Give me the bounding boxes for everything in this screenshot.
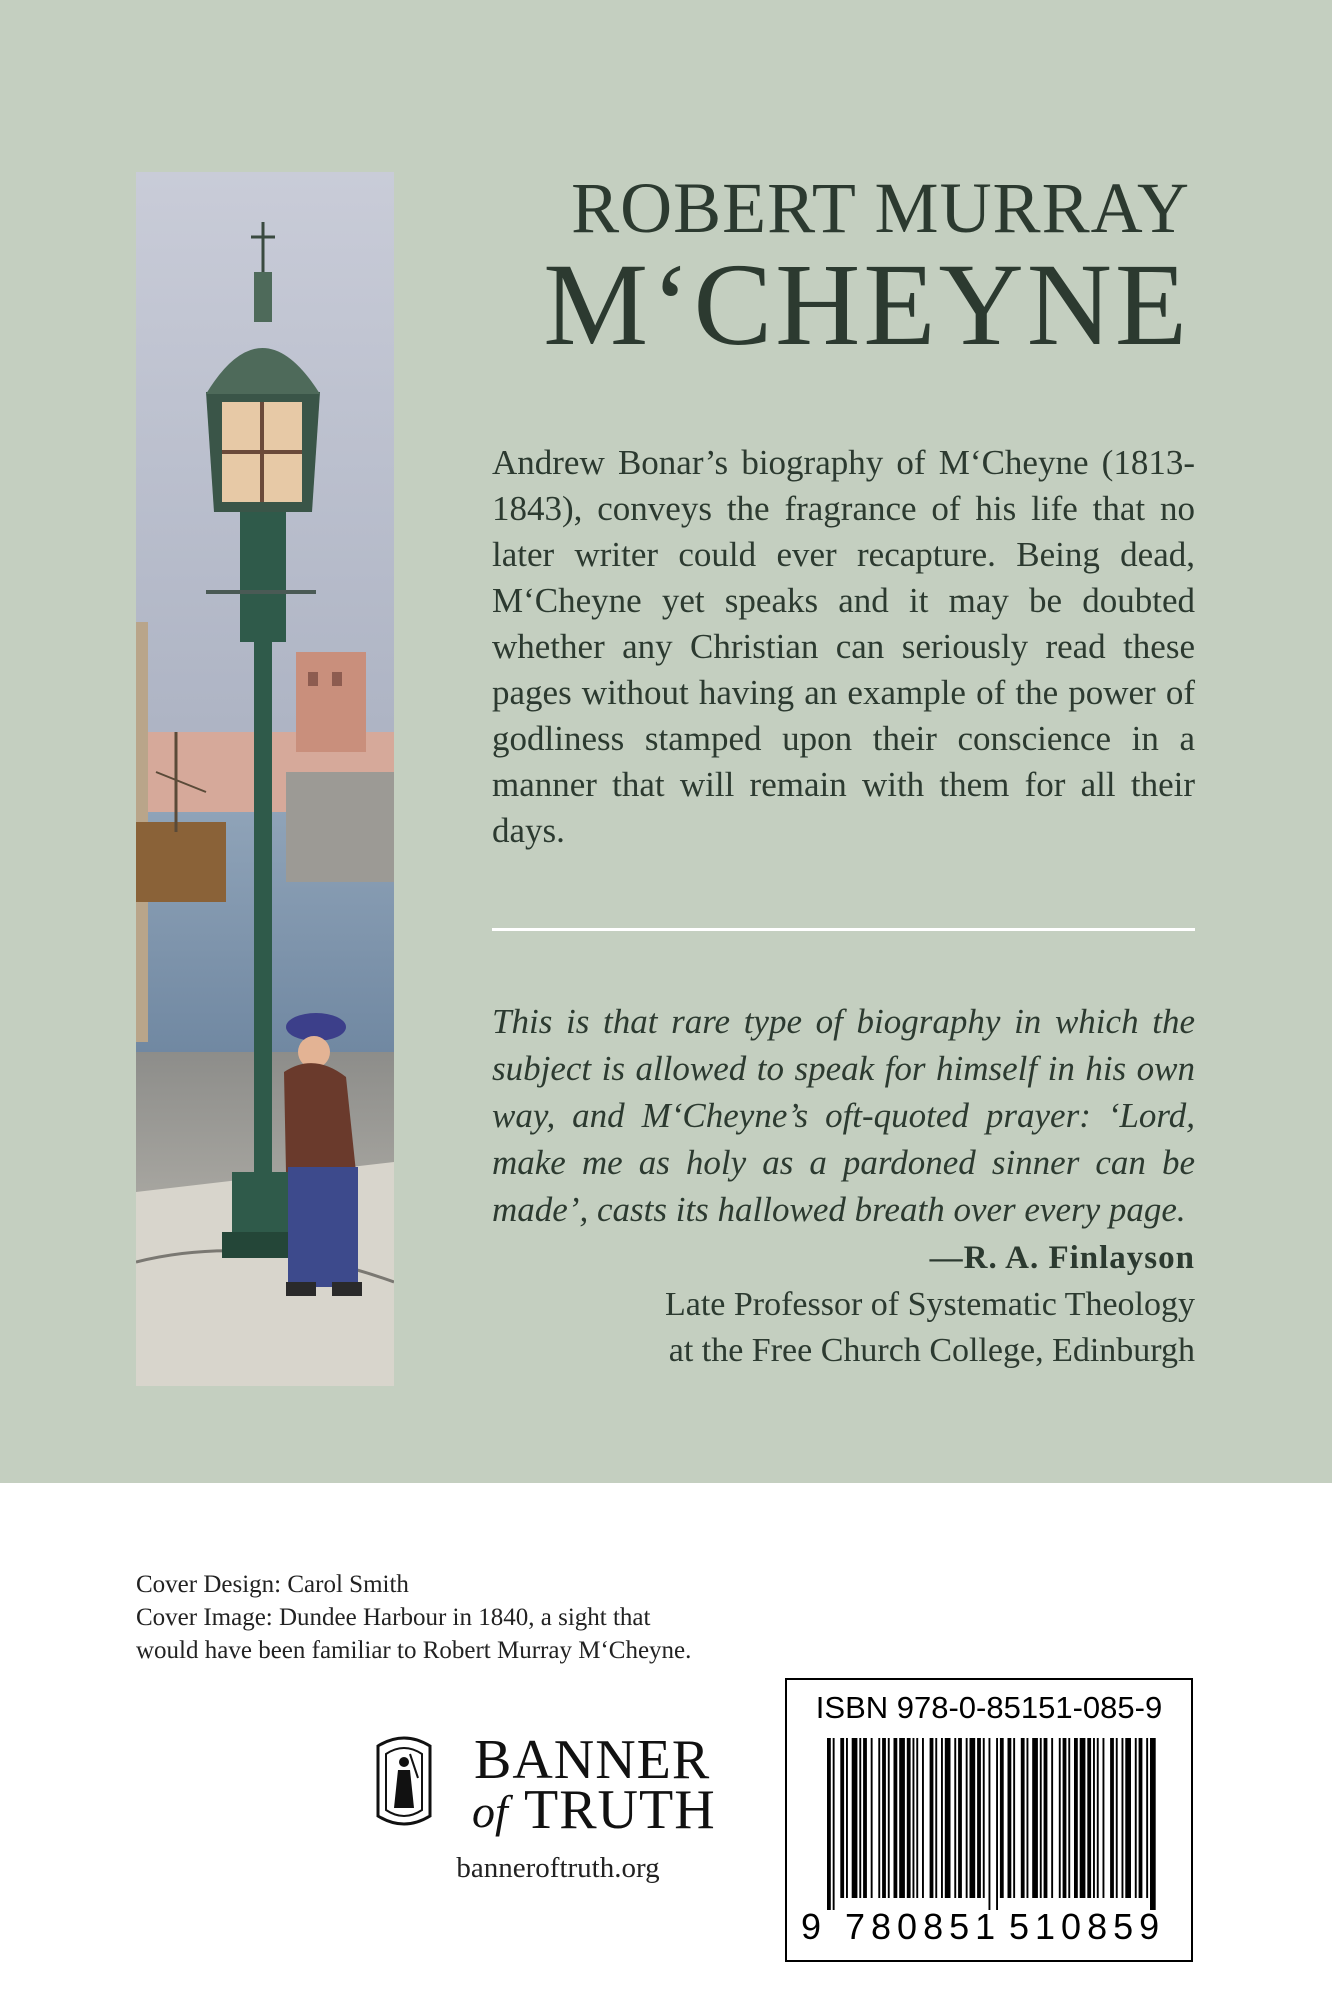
barcode-bar: [1063, 1738, 1067, 1898]
barcode-bar: [1059, 1738, 1061, 1898]
barcode-bar: [941, 1738, 943, 1898]
barcode-bar: [966, 1738, 968, 1898]
barcode-bar: [827, 1738, 831, 1910]
barcode-bar: [1013, 1738, 1015, 1898]
barcode-bar: [871, 1738, 873, 1898]
barcode-bar: [840, 1738, 844, 1898]
title-surname: M‘CHEYNE: [543, 239, 1190, 370]
endorsement-author: —R. A. Finlayson: [929, 1240, 1195, 1276]
barcode-bar: [1087, 1738, 1091, 1898]
barcode-bar: [1125, 1738, 1131, 1898]
barcode-bar: [916, 1738, 918, 1898]
barcode-bar: [1032, 1738, 1038, 1898]
barcode-bar: [954, 1738, 956, 1898]
barcode-bar: [1021, 1738, 1025, 1898]
barcode-bar: [1110, 1738, 1114, 1898]
barcode-bar: [1135, 1738, 1137, 1898]
barcode-bar: [996, 1738, 998, 1910]
publisher-website: banneroftruth.org: [456, 1852, 660, 1884]
barcode-bar: [882, 1738, 886, 1898]
isbn-barcode: [785, 1678, 1193, 1962]
credit-cover-image-line-2: would have been familiar to Robert Murray M‘Cheyne.: [136, 1637, 692, 1664]
barcode-bar: [888, 1738, 890, 1898]
barcode-bar: [1103, 1738, 1105, 1898]
barcode-digit-first: 9: [801, 1906, 822, 1947]
barcode-bar: [1068, 1738, 1070, 1898]
publisher-name-of: of: [472, 1786, 508, 1837]
publisher-logo: [368, 1729, 748, 1841]
barcode-bar: [935, 1738, 937, 1898]
barcode-bar: [922, 1738, 924, 1898]
barcode-digit-group-1: 780851: [845, 1906, 1002, 1947]
barcode-bar: [894, 1738, 898, 1898]
barcode-bar: [930, 1738, 934, 1898]
banner-of-truth-emblem-icon: [368, 1732, 440, 1830]
isbn-label: ISBN 978-0-85151-085-9: [815, 1690, 1163, 1725]
title-author-name: ROBERT MURRAY: [571, 168, 1190, 248]
barcode-bar: [907, 1738, 911, 1898]
credit-cover-design: Cover Design: Carol Smith: [136, 1571, 409, 1598]
barcode-bar: [970, 1738, 976, 1898]
barcode-bar: [945, 1738, 951, 1898]
barcode-bar: [1044, 1738, 1048, 1898]
barcode-bar: [977, 1738, 981, 1898]
barcode-bar: [1040, 1738, 1042, 1898]
barcode-bar: [846, 1738, 848, 1898]
barcode-bar: [859, 1738, 861, 1898]
barcode-bar: [852, 1738, 858, 1898]
endorsement-role-line-1: Late Professor of Systematic Theology: [664, 1286, 1195, 1323]
endorsement-quote: This is that rare type of biography in which the subject is allowed to speak for himself in his own way, and M‘Cheyne’s oft-quoted prayer: ‘Lord, make me as holy as a pardoned sinner can be made’, casts its hallowed breath over every page.: [492, 1002, 1195, 1229]
barcode-bar: [878, 1738, 880, 1898]
barcode-bar: [989, 1738, 991, 1910]
barcode-bar: [833, 1738, 835, 1910]
publisher-name-banner: BANNER: [474, 1729, 711, 1791]
barcode-bar: [899, 1738, 905, 1898]
barcode-bar: [1027, 1738, 1029, 1898]
book-description: Andrew Bonar’s biography of M‘Cheyne (1813-1843), conveys the fragrance of his life that no later writer could ever recapture. Being dead, M‘Cheyne yet speaks and it may be doubted whether any Christian can seriously read these pages without having an example of the power of godliness stamped upon their conscience in a manner that will remain with them for all their days.: [492, 443, 1195, 850]
endorsement-author-role: [492, 1282, 1195, 1374]
barcode-bar: [913, 1738, 915, 1898]
cover-illustration-dundee-harbour: [136, 172, 394, 1386]
barcode-bar: [1074, 1738, 1078, 1898]
barcode-digit-group-2: 510859: [1009, 1906, 1166, 1947]
section-divider: [492, 928, 1195, 931]
barcode-bar: [1080, 1738, 1086, 1898]
cover-credits: [136, 1568, 776, 1667]
barcode-bar: [1051, 1738, 1053, 1898]
barcode-bars: [827, 1738, 1157, 1910]
endorsement-role-line-2: at the Free Church College, Edinburgh: [668, 1332, 1195, 1369]
barcode-bar: [1097, 1738, 1099, 1898]
credit-cover-image-line-1: Cover Image: Dundee Harbour in 1840, a sight that: [136, 1604, 651, 1631]
barcode-bar: [863, 1738, 867, 1898]
harbour-illustration: [136, 172, 394, 1386]
barcode-bar: [1000, 1738, 1004, 1898]
barcode-bar: [983, 1738, 985, 1898]
barcode-bar: [958, 1738, 962, 1898]
barcode-bar: [1139, 1738, 1143, 1898]
barcode-bar: [1150, 1738, 1156, 1910]
barcode-bar: [1146, 1738, 1148, 1898]
barcode-bar: [1122, 1738, 1124, 1898]
barcode-bar: [1116, 1738, 1118, 1898]
barcode-bar: [1093, 1738, 1095, 1898]
publisher-name-truth: TRUTH: [524, 1779, 716, 1841]
barcode-bar: [1008, 1738, 1012, 1898]
